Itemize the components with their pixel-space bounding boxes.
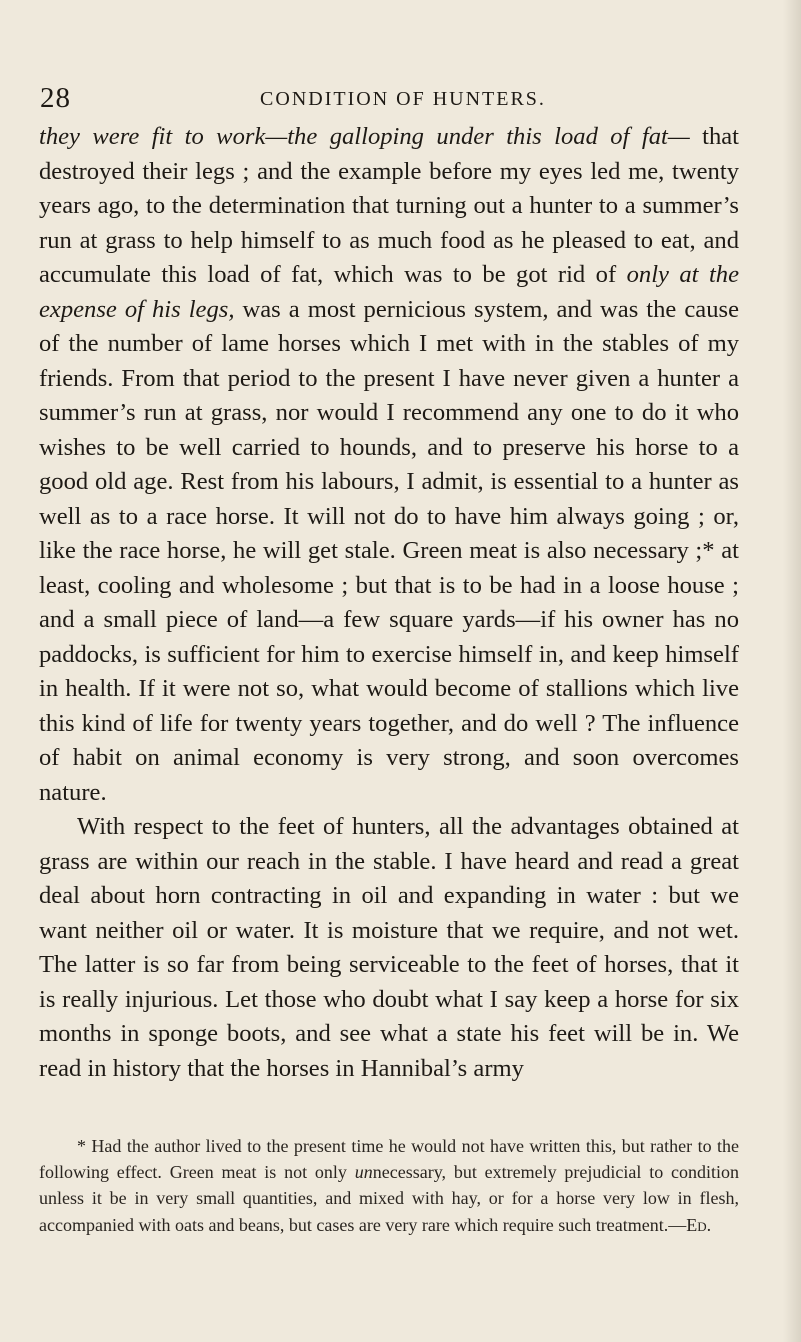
footnote (39, 1133, 739, 1238)
page-number: 28 (40, 82, 71, 114)
italic-phrase: they were fit to work—the galloping under this load of fat— (39, 123, 690, 150)
main-text (39, 120, 739, 1086)
editor-signature: Ed. (686, 1214, 712, 1235)
footnote-text (39, 1133, 739, 1238)
paragraph-1 (39, 120, 739, 810)
running-head: CONDITION OF HUNTERS. (260, 88, 546, 110)
paragraph-text: was a most pernicious system, and was the cause of the number of lame horses which I met with in the stables of my friends. From that period to the present I have never given a hunter a summer’s run at grass, nor would I recommend any one to do it who wishes to be well carried to hounds, and to preserve his horse to a good old age. Rest from his labours, I admit, is essential to a hunter as well as to a race horse. It will not do to have him always going ; or, like the race horse, he will get stale. Green meat is also necessary ;* at least, cooling and wholesome ; but that is to be had in a loose house ; and a small piece of land—a few square yards—if his owner has no paddocks, is sufficient for him to exercise himself in, and keep himself in health. If it were not so, what would become of stallions which live this kind of life for twenty years together, and do well ? The influence of habit on animal economy is very strong, and soon overcomes nature. (39, 295, 739, 806)
italic-phrase: only at the expense of his legs, (39, 261, 739, 323)
paragraph-text: that destroyed their legs ; and the example before my eyes led me, twenty years ago, to the determination that turning out a hunter to a summer’s run at grass to help himself to as much food as he pleased to eat, and accumulate this load of fat, which was to be got rid of (39, 123, 739, 288)
paragraph-2: With respect to the feet of hunters, all the advantages obtained at grass are within our reach in the stable. I have heard and read a great deal about horn contracting in oil and expanding in water : but we want neither oil or water. It is moisture that we require, and not wet. The latter is so far from being serviceable to the feet of horses, that it is really injurious. Let those who doubt what I say keep a horse for six months in sponge boots, and see what a state his feet will be in. We read in history that the horses in Hannibal’s army (39, 813, 739, 1082)
footnote-segment: necessary, but extremely prejudicial to condition unless it be in very small quantities, and mixed with hay, or for a horse very low in flesh, accompanied with oats and beans, but cases are very rare which require such treatment.— (39, 1162, 740, 1235)
footnote-segment: * Had the author lived to the present time he would not have written this, but rather to the following effect. Green meat is not only (39, 1136, 739, 1183)
footnote-italic: un (354, 1162, 373, 1183)
page-header (40, 82, 730, 118)
page-fold-shadow (783, 0, 801, 1342)
